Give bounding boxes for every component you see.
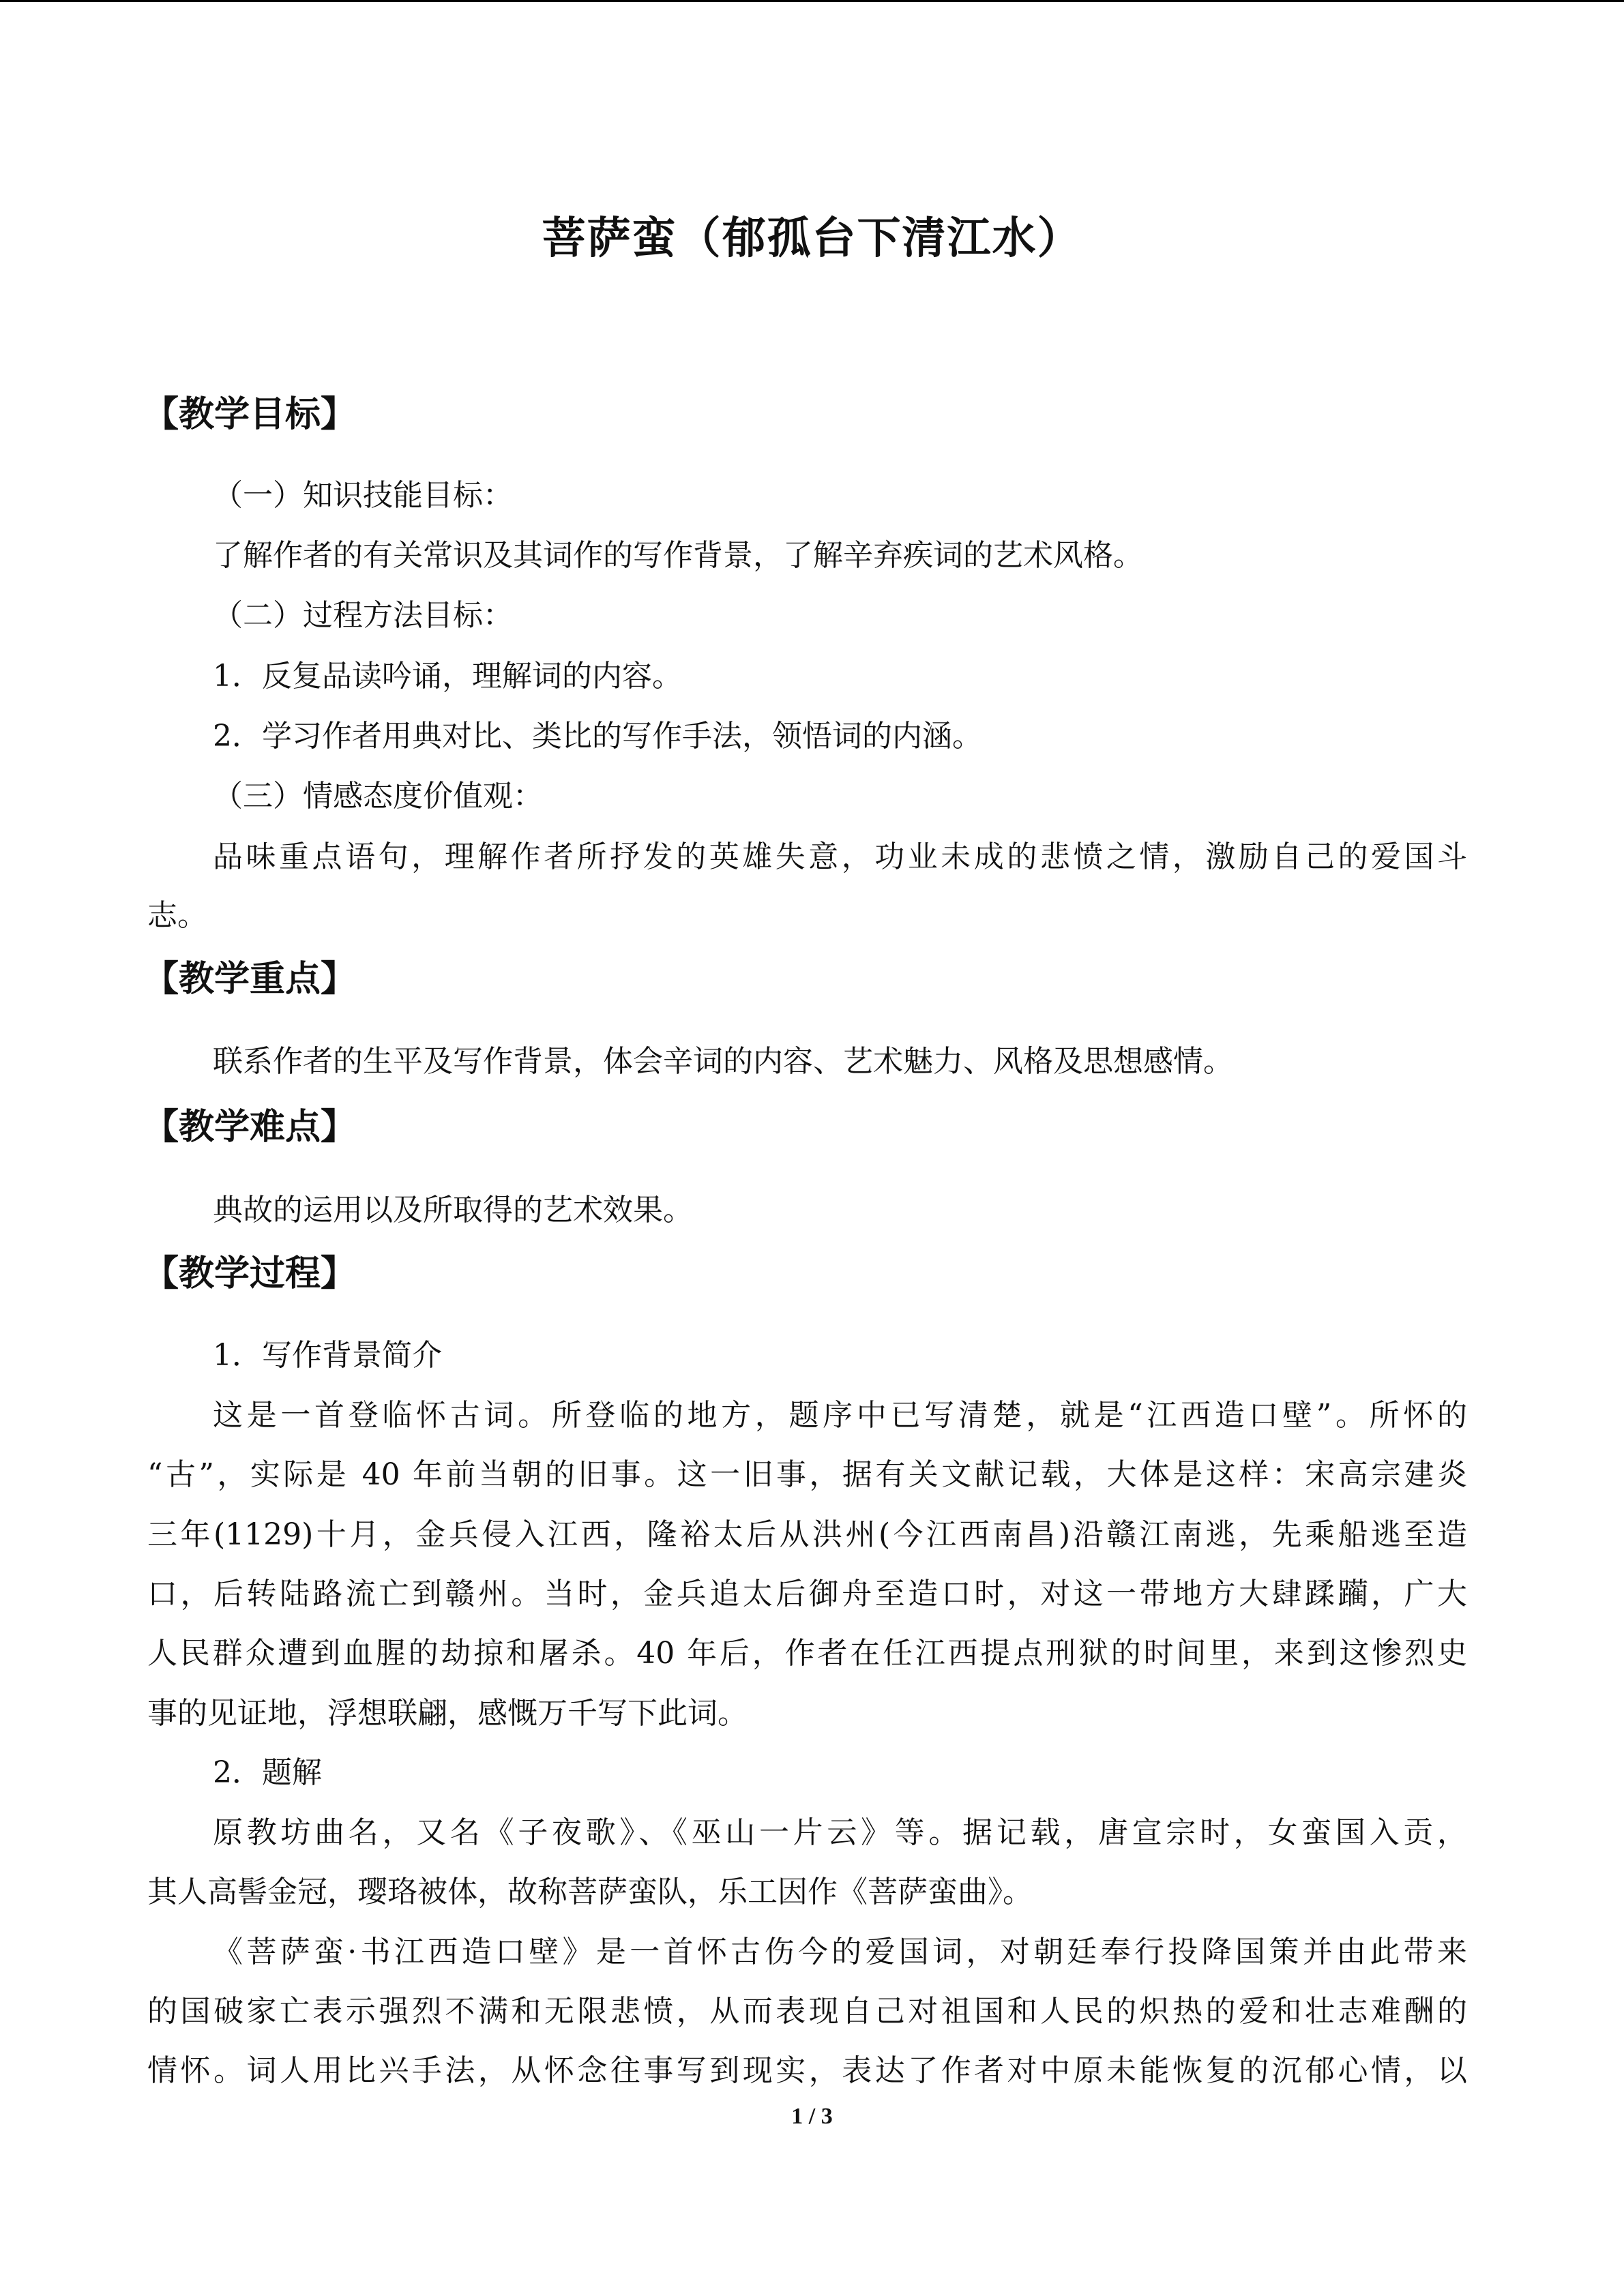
title-explanation-line: 其人高髻金冠，璎珞被体，故称菩萨蛮队，乐工因作《菩萨蛮曲》。 [147, 1875, 1033, 1909]
emotion-values-label: （三）情感态度价值观： [213, 779, 543, 814]
process-method-item-2: 2．学习作者用典对比、类比的写作手法，领悟词的内涵。 [213, 719, 982, 754]
title-explanation-line: 原教坊曲名，又名《子夜歌》、《巫山一片云》等。据记载，唐宣宗时，女蛮国入贡， [213, 1815, 1467, 1850]
document-title: 菩萨蛮（郁孤台下清江水） [542, 213, 1082, 264]
emotion-values-text-line-1: 品味重点语句，理解作者所抒发的英雄失意，功业未成的悲愤之情，激励自己的爱国斗 [213, 839, 1467, 874]
poem-analysis-line: 《菩萨蛮·书江西造口壁》是一首怀古伤今的爱国词，对朝廷奉行投降国策并由此带来 [213, 1935, 1467, 1969]
background-paragraph-line: “古”，实际是 40 年前当朝的旧事。这一旧事，据有关文献记载，大体是这样：宋高宗建炎 [147, 1457, 1467, 1492]
heading-difficulties: 【教学难点】 [143, 1107, 357, 1148]
title-explanation-label: 2．题解 [213, 1755, 322, 1790]
poem-analysis-line: 的国破家亡表示强烈不满和无限悲愤，从而表现自己对祖国和人民的炽热的爱和壮志难酬的 [147, 1994, 1467, 2029]
heading-teaching-process: 【教学过程】 [143, 1253, 357, 1294]
page-number: 1 / 3 [791, 2104, 833, 2129]
process-method-item-1: 1．反复品读吟诵，理解词的内容。 [213, 659, 682, 694]
background-intro-label: 1．写作背景简介 [213, 1338, 442, 1373]
emotion-values-text-line-2: 志。 [147, 898, 207, 933]
background-paragraph-line: 三年(1129)十月，金兵侵入江西，隆裕太后从洪州(今江西南昌)沿赣江南逃，先乘船逃至造 [147, 1517, 1467, 1552]
background-paragraph-line: 事的见证地，浮想联翩，感慨万千写下此词。 [147, 1696, 748, 1731]
background-paragraph-line: 这是一首登临怀古词。所登临的地方，题序中已写清楚，就是“江西造口壁”。所怀的 [213, 1398, 1467, 1433]
heading-key-points: 【教学重点】 [143, 959, 357, 1000]
background-paragraph-line: 口，后转陆路流亡到赣州。当时，金兵追太后御舟至造口时，对这一带地方大肆蹂躏，广大 [147, 1577, 1467, 1611]
poem-analysis-line: 情怀。词人用比兴手法，从怀念往事写到现实，表达了作者对中原未能恢复的沉郁心情，以 [147, 2053, 1467, 2088]
heading-teaching-objectives: 【教学目标】 [143, 394, 357, 435]
background-paragraph-line: 人民群众遭到血腥的劫掠和屠杀。40 年后，作者在任江西提点刑狱的时间里，来到这惨烈史 [147, 1636, 1467, 1671]
top-border-line [0, 0, 1624, 2]
key-points-text: 联系作者的生平及写作背景，体会辛词的内容、艺术魅力、风格及思想感情。 [213, 1044, 1233, 1079]
knowledge-skill-text: 了解作者的有关常识及其词作的写作背景，了解辛弃疾词的艺术风格。 [213, 538, 1143, 573]
process-method-label: （二）过程方法目标： [213, 598, 513, 633]
difficulties-text: 典故的运用以及所取得的艺术效果。 [213, 1193, 693, 1227]
knowledge-skill-label: （一）知识技能目标： [213, 478, 513, 513]
